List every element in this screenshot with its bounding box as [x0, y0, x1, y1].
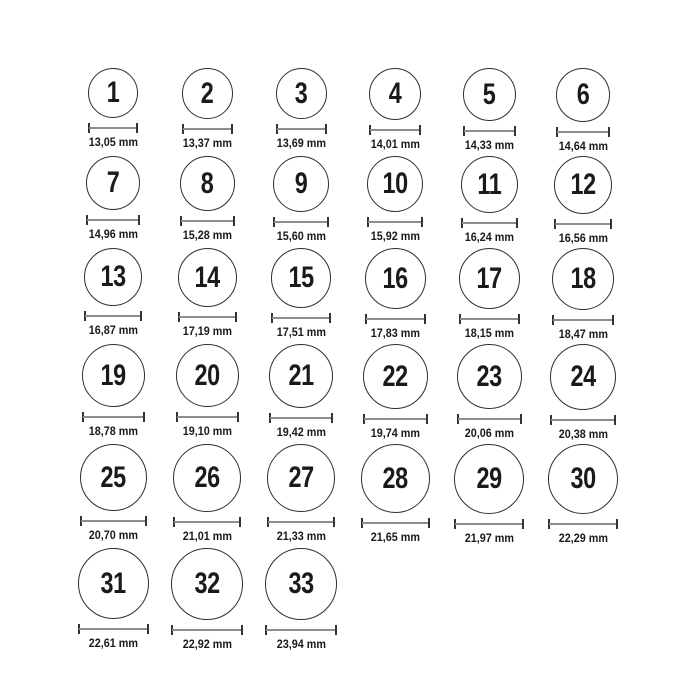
ring-size-number: 23	[476, 359, 502, 393]
dimension-line-bar	[366, 318, 425, 320]
diameter-dimension-line	[86, 215, 140, 225]
ring-size-number: 10	[382, 167, 408, 200]
ring-size-cell	[536, 156, 630, 245]
dimension-line-bar	[455, 523, 523, 525]
ring-circle	[86, 156, 140, 210]
ring-size-number: 19	[100, 358, 126, 392]
diameter-label: 13,69 mm	[276, 136, 326, 150]
ring-circle	[182, 68, 233, 119]
dimension-line-bar	[172, 629, 242, 631]
ring-size-number: 2	[200, 76, 214, 110]
dimension-tick-right-icon	[520, 414, 522, 424]
diameter-dimension-line	[173, 517, 241, 527]
ring-size-cell	[254, 68, 348, 153]
diameter-dimension-line	[273, 217, 329, 227]
diameter-label: 22,92 mm	[182, 637, 232, 651]
dimension-line-bar	[362, 522, 429, 524]
ring-circle	[367, 156, 423, 212]
dimension-line-bar	[462, 222, 517, 224]
dimension-tick-right-icon	[147, 624, 149, 634]
dimension-tick-right-icon	[522, 519, 524, 529]
diameter-dimension-line	[461, 218, 518, 228]
dimension-tick-right-icon	[140, 311, 142, 321]
dimension-tick-right-icon	[608, 127, 610, 137]
ring-circle	[267, 444, 335, 512]
ring-circle	[361, 444, 430, 513]
dimension-tick-right-icon	[239, 517, 241, 527]
dimension-line-bar	[272, 317, 330, 319]
ring-circle	[552, 248, 614, 310]
ring-circle	[463, 68, 516, 121]
ring-size-cell	[348, 248, 442, 341]
diameter-label: 16,87 mm	[88, 323, 138, 337]
dimension-tick-right-icon	[325, 124, 327, 134]
dimension-line-bar	[274, 221, 328, 223]
ring-circle	[80, 444, 147, 511]
dimension-line-bar	[551, 419, 615, 421]
dimension-tick-right-icon	[612, 315, 614, 325]
dimension-tick-right-icon	[518, 314, 520, 324]
dimension-line-bar	[181, 220, 234, 222]
ring-circle	[454, 444, 524, 514]
dimension-line-bar	[87, 219, 139, 221]
ring-circle	[548, 444, 618, 514]
dimension-line-bar	[89, 127, 137, 129]
dimension-tick-right-icon	[136, 123, 138, 133]
diameter-label: 14,33 mm	[464, 138, 514, 152]
ring-size-number: 4	[388, 77, 402, 110]
ring-circle	[82, 344, 145, 407]
dimension-tick-right-icon	[235, 312, 237, 322]
ring-size-number: 12	[570, 168, 596, 201]
ring-size-number: 11	[477, 167, 501, 201]
dimension-line-bar	[183, 128, 232, 130]
ring-size-cell	[254, 248, 348, 341]
ring-size-number: 29	[476, 462, 502, 495]
ring-circle	[554, 156, 612, 214]
diameter-label: 17,51 mm	[276, 325, 326, 339]
ring-size-number: 18	[570, 262, 596, 295]
ring-size-cell	[254, 344, 348, 441]
diameter-label: 19,74 mm	[370, 426, 420, 440]
chart-row	[66, 156, 700, 248]
diameter-dimension-line	[367, 217, 423, 227]
ring-circle	[271, 248, 331, 308]
dimension-line-bar	[266, 629, 336, 631]
ring-size-cell	[254, 156, 348, 245]
diameter-dimension-line	[363, 414, 428, 424]
diameter-dimension-line	[548, 519, 618, 529]
diameter-label: 14,64 mm	[558, 139, 608, 153]
ring-circle	[178, 248, 237, 307]
ring-circle	[180, 156, 235, 211]
diameter-dimension-line	[180, 216, 235, 226]
diameter-dimension-line	[269, 413, 333, 423]
ring-size-cell	[348, 444, 442, 545]
ring-size-number: 27	[288, 461, 314, 494]
ring-size-cell	[160, 156, 254, 245]
dimension-line-bar	[460, 318, 519, 320]
dimension-tick-right-icon	[614, 415, 616, 425]
dimension-tick-right-icon	[233, 216, 235, 226]
diameter-label: 21,33 mm	[276, 529, 326, 543]
ring-size-cell	[348, 68, 442, 153]
diameter-dimension-line	[178, 312, 237, 322]
ring-size-number: 31	[100, 566, 126, 600]
ring-size-number: 7	[106, 166, 120, 199]
ring-size-number: 21	[288, 359, 314, 392]
dimension-tick-right-icon	[426, 414, 428, 424]
ring-size-number: 17	[476, 261, 502, 295]
ring-size-cell	[160, 248, 254, 341]
dimension-tick-right-icon	[516, 218, 518, 228]
ring-size-number: 16	[382, 261, 408, 295]
ring-size-cell	[66, 444, 160, 545]
ring-size-number: 8	[200, 166, 214, 200]
ring-size-number: 22	[382, 359, 408, 393]
dimension-tick-right-icon	[428, 518, 430, 528]
dimension-line-bar	[368, 221, 422, 223]
ring-circle	[173, 444, 241, 512]
diameter-dimension-line	[463, 126, 516, 136]
ring-circle	[550, 344, 616, 410]
ring-size-cell	[66, 68, 160, 153]
ring-size-number: 9	[294, 167, 308, 200]
chart-row	[66, 548, 700, 654]
dimension-tick-right-icon	[138, 215, 140, 225]
ring-circle	[84, 248, 142, 306]
ring-size-cell	[536, 444, 630, 545]
diameter-label: 19,42 mm	[276, 425, 326, 439]
ring-size-cell	[66, 248, 160, 341]
dimension-line-bar	[85, 315, 141, 317]
diameter-label: 13,05 mm	[88, 135, 138, 149]
ring-size-cell	[160, 444, 254, 545]
ring-size-number: 20	[194, 358, 220, 392]
dimension-line-bar	[464, 130, 515, 132]
dimension-tick-right-icon	[237, 412, 239, 422]
ring-size-number: 13	[100, 260, 126, 293]
ring-size-number: 3	[294, 76, 308, 110]
ring-size-cell	[442, 248, 536, 341]
ring-circle	[269, 344, 333, 408]
diameter-label: 21,97 mm	[464, 531, 514, 545]
dimension-line-bar	[174, 521, 240, 523]
dimension-line-bar	[458, 418, 521, 420]
diameter-dimension-line	[176, 412, 239, 422]
dimension-tick-right-icon	[331, 413, 333, 423]
diameter-dimension-line	[271, 313, 331, 323]
dimension-line-bar	[83, 416, 144, 418]
ring-size-number: 28	[382, 461, 408, 495]
diameter-dimension-line	[552, 315, 614, 325]
chart-row	[66, 444, 700, 548]
diameter-label: 15,28 mm	[182, 228, 232, 242]
ring-size-cell	[66, 548, 160, 651]
diameter-dimension-line	[182, 124, 233, 134]
dimension-tick-right-icon	[419, 125, 421, 135]
ring-size-cell	[442, 344, 536, 441]
diameter-label: 17,19 mm	[182, 324, 232, 338]
ring-size-number: 30	[570, 462, 596, 495]
ring-size-number: 24	[570, 360, 596, 393]
ring-size-cell	[254, 444, 348, 545]
dimension-line-bar	[177, 416, 238, 418]
diameter-label: 20,38 mm	[558, 427, 608, 441]
dimension-tick-right-icon	[145, 516, 147, 526]
diameter-label: 15,92 mm	[370, 229, 420, 243]
diameter-label: 19,10 mm	[182, 424, 232, 438]
ring-size-cell	[348, 156, 442, 245]
dimension-tick-right-icon	[231, 124, 233, 134]
diameter-dimension-line	[459, 314, 520, 324]
dimension-tick-right-icon	[335, 625, 337, 635]
diameter-label: 14,96 mm	[88, 227, 138, 241]
ring-circle	[265, 548, 337, 620]
ring-size-number: 14	[194, 260, 220, 294]
diameter-label: 13,37 mm	[182, 136, 232, 150]
dimension-tick-right-icon	[424, 314, 426, 324]
diameter-dimension-line	[265, 625, 337, 635]
ring-circle	[459, 248, 520, 309]
diameter-label: 21,01 mm	[182, 529, 232, 543]
diameter-label: 17,83 mm	[370, 326, 420, 340]
ring-size-cell	[442, 156, 536, 245]
ring-size-number: 6	[576, 78, 590, 111]
diameter-dimension-line	[365, 314, 426, 324]
diameter-label: 20,06 mm	[464, 426, 514, 440]
dimension-line-bar	[270, 417, 332, 419]
dimension-tick-right-icon	[143, 412, 145, 422]
ring-size-cell	[66, 344, 160, 441]
ring-size-number: 15	[288, 261, 314, 294]
diameter-dimension-line	[84, 311, 142, 321]
diameter-dimension-line	[80, 516, 147, 526]
diameter-label: 22,61 mm	[88, 636, 138, 650]
ring-size-number: 25	[100, 460, 126, 494]
dimension-line-bar	[364, 418, 427, 420]
ring-circle	[78, 548, 149, 619]
ring-size-cell	[66, 156, 160, 245]
diameter-dimension-line	[267, 517, 335, 527]
ring-size-cell	[442, 68, 536, 153]
dimension-line-bar	[557, 131, 609, 133]
dimension-tick-right-icon	[616, 519, 618, 529]
ring-circle	[176, 344, 239, 407]
ring-circle	[363, 344, 428, 409]
diameter-label: 15,60 mm	[276, 229, 326, 243]
ring-size-cell	[536, 68, 630, 153]
diameter-dimension-line	[276, 124, 327, 134]
dimension-line-bar	[277, 128, 326, 130]
ring-circle	[556, 68, 610, 122]
ring-circle	[276, 68, 327, 119]
ring-size-number: 26	[194, 461, 220, 494]
diameter-dimension-line	[171, 625, 243, 635]
diameter-dimension-line	[78, 624, 149, 634]
dimension-tick-right-icon	[327, 217, 329, 227]
ring-circle	[365, 248, 426, 309]
dimension-tick-right-icon	[241, 625, 243, 635]
ring-size-number: 1	[106, 76, 120, 109]
dimension-line-bar	[553, 319, 613, 321]
ring-circle	[457, 344, 522, 409]
diameter-dimension-line	[457, 414, 522, 424]
diameter-dimension-line	[88, 123, 138, 133]
diameter-dimension-line	[550, 415, 616, 425]
diameter-label: 23,94 mm	[276, 637, 326, 651]
ring-circle	[171, 548, 243, 620]
diameter-dimension-line	[361, 518, 430, 528]
ring-size-cell	[254, 548, 348, 651]
ring-size-number: 5	[482, 77, 496, 111]
ring-size-cell	[160, 548, 254, 651]
dimension-line-bar	[179, 316, 236, 318]
dimension-line-bar	[268, 521, 334, 523]
dimension-tick-right-icon	[610, 219, 612, 229]
diameter-label: 22,29 mm	[558, 531, 608, 545]
chart-row	[66, 68, 700, 156]
diameter-dimension-line	[454, 519, 524, 529]
dimension-line-bar	[555, 223, 611, 225]
diameter-label: 16,56 mm	[558, 231, 608, 245]
ring-circle	[461, 156, 518, 213]
dimension-line-bar	[81, 520, 146, 522]
diameter-dimension-line	[554, 219, 612, 229]
diameter-label: 14,01 mm	[370, 137, 420, 151]
ring-circle	[369, 68, 421, 120]
dimension-tick-right-icon	[333, 517, 335, 527]
diameter-label: 18,15 mm	[464, 326, 514, 340]
dimension-tick-right-icon	[421, 217, 423, 227]
ring-size-number: 33	[288, 567, 314, 600]
diameter-dimension-line	[556, 127, 610, 137]
dimension-line-bar	[79, 628, 148, 630]
ring-size-cell	[160, 68, 254, 153]
dimension-line-bar	[549, 523, 617, 525]
dimension-tick-right-icon	[514, 126, 516, 136]
diameter-label: 21,65 mm	[370, 530, 420, 544]
diameter-label: 18,47 mm	[558, 327, 608, 341]
ring-circle	[88, 68, 138, 118]
diameter-dimension-line	[369, 125, 421, 135]
dimension-tick-right-icon	[329, 313, 331, 323]
diameter-label: 20,70 mm	[88, 528, 138, 542]
ring-circle	[273, 156, 329, 212]
diameter-label: 16,24 mm	[464, 230, 514, 244]
ring-size-cell	[442, 444, 536, 545]
ring-size-cell	[160, 344, 254, 441]
diameter-label: 18,78 mm	[88, 424, 138, 438]
dimension-line-bar	[370, 129, 420, 131]
chart-row	[66, 344, 700, 444]
diameter-dimension-line	[82, 412, 145, 422]
ring-size-cell	[536, 344, 630, 441]
ring-size-cell	[348, 344, 442, 441]
ring-size-number: 32	[194, 567, 220, 600]
chart-row	[66, 248, 700, 344]
ring-size-cell	[536, 248, 630, 341]
